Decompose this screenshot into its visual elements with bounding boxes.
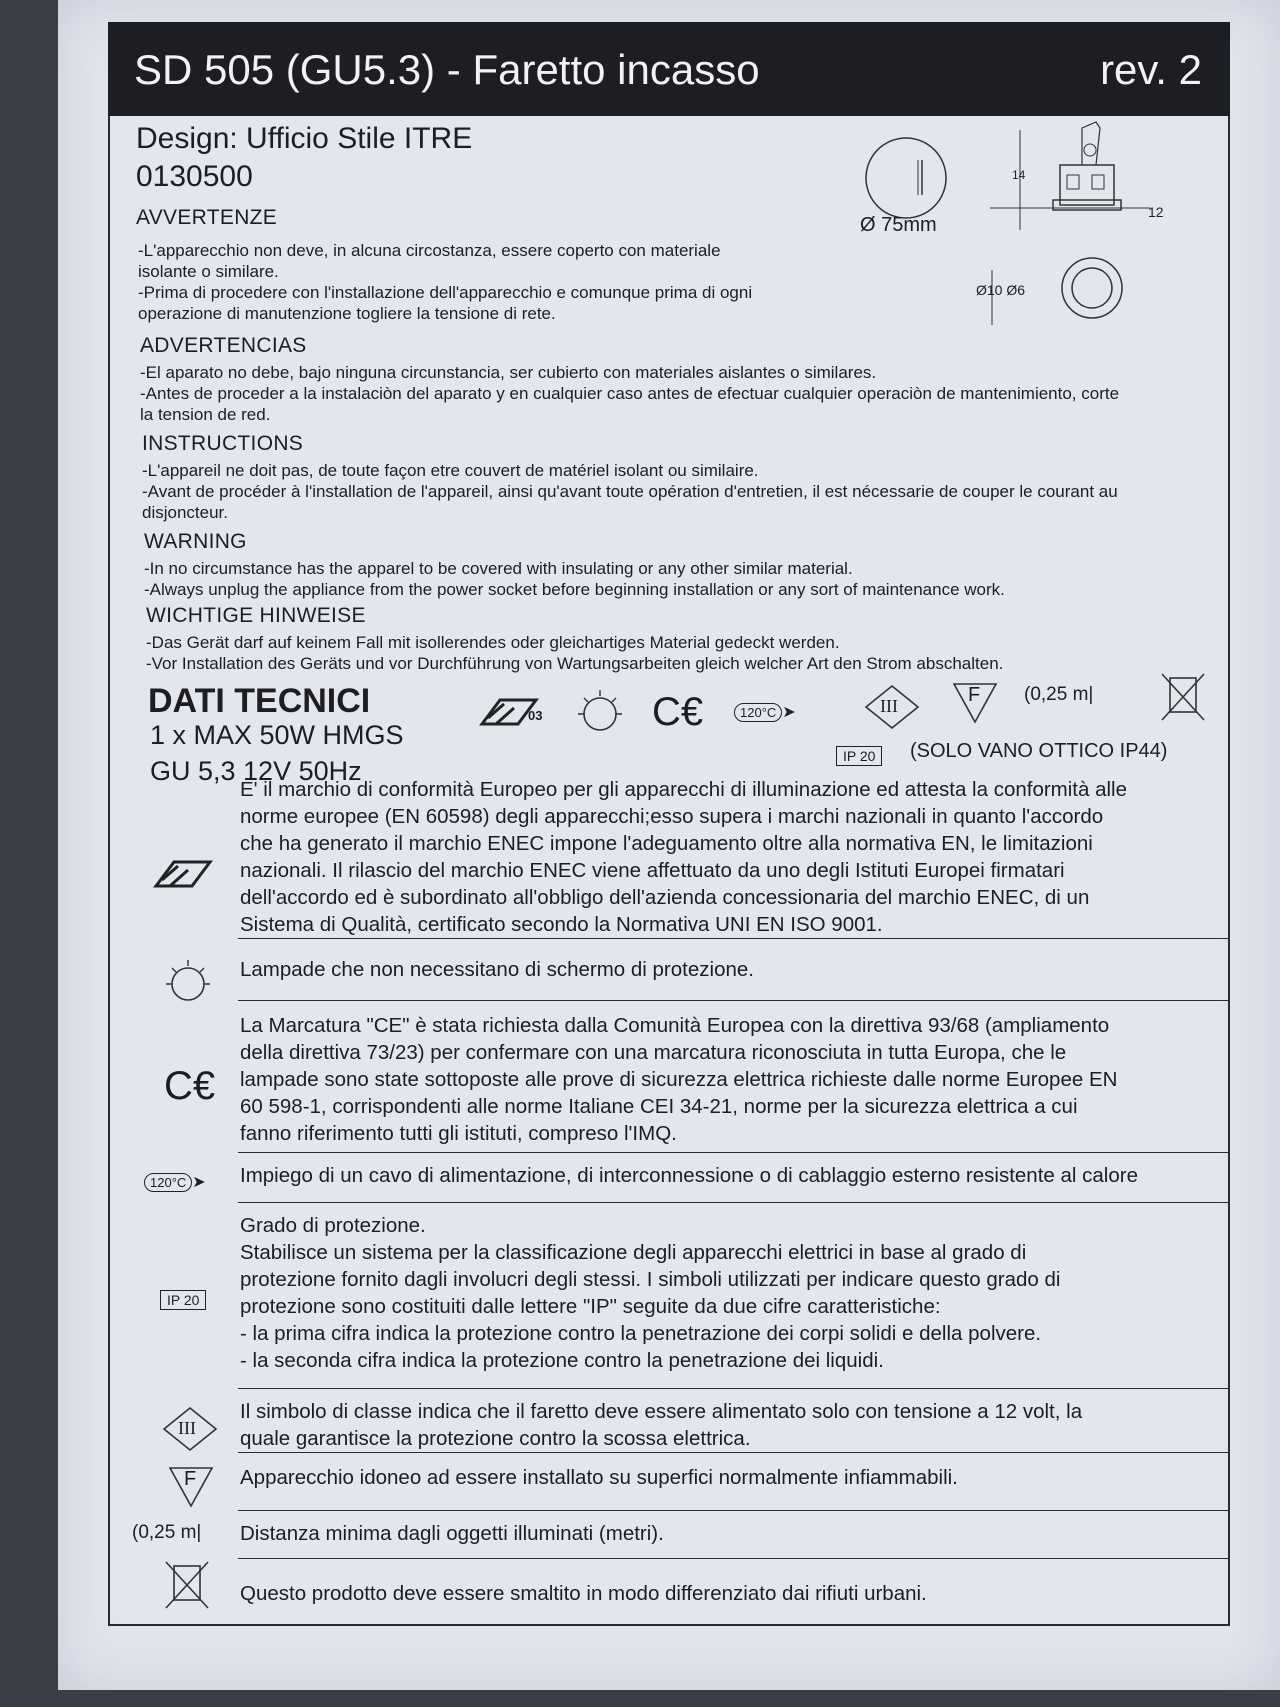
flammable-surface-icon: F bbox=[950, 680, 1000, 731]
legend-weee-text: Questo prodotto deve essere smaltito in modo differenziato dai rifiuti urbani. bbox=[240, 1582, 927, 1605]
legend-distance-text: Distanza minima dagli oggetti illuminati (metri). bbox=[240, 1522, 664, 1545]
ip-note: (SOLO VANO OTTICO IP44) bbox=[910, 740, 1168, 762]
document-title: SD 505 (GU5.3) - Faretto incasso bbox=[134, 46, 760, 93]
legend-weee-icon bbox=[160, 1556, 214, 1617]
legend-flammable-text: Apparecchio idoneo ad essere installato su superfici normalmente infiammabili. bbox=[240, 1466, 958, 1489]
legend-enec-icon bbox=[152, 856, 222, 903]
legend-distance-icon: (0,25 m| bbox=[132, 1522, 202, 1543]
warning-body-es: -El aparato no debe, bajo ninguna circunstancia, ser cubierto con materiales aislantes o similares. -Antes de proceder a la instalaciòn del aparato y en cualquier caso antes de efectuar cualquier operaciòn de mantenimiento, corte la tension de red. bbox=[140, 363, 1120, 424]
legend-divider bbox=[238, 1510, 1230, 1511]
legend-divider bbox=[238, 1452, 1230, 1453]
warning-heading-it: AVVERTENZE bbox=[136, 206, 278, 229]
lamp-no-shield-icon bbox=[570, 684, 630, 745]
heat-cable-icon: 120°C ➤ bbox=[734, 702, 796, 722]
legend-class-three-text: Il simbolo di classe indica che il faretto deve essere alimentato solo con tensione a 12 volt, la quale garantisce la protezione contro la scossa elettrica. bbox=[240, 1400, 1083, 1450]
enec-number: 03 bbox=[528, 708, 543, 723]
legend-divider bbox=[238, 1388, 1230, 1389]
warning-heading-fr: INSTRUCTIONS bbox=[142, 432, 304, 455]
legend-class-three-icon: III bbox=[160, 1404, 220, 1459]
warning-body-de: -Das Gerät darf auf keinem Fall mit isollerendes oder gleichartiges Material gedeckt werden. -Vor Installation des Geräts und vor Durchführung von Wartungsarbeiten gleich welcher Art den Strom abschalten. bbox=[146, 633, 1004, 673]
warning-heading-es: ADVERTENCIAS bbox=[140, 334, 307, 357]
class-three-icon: III bbox=[862, 682, 922, 737]
supply-spec: GU 5,3 12V 50Hz bbox=[150, 756, 362, 786]
legend-divider bbox=[238, 1558, 1230, 1559]
warning-body-en: -In no circumstance has the apparel to be covered with insulating or any other similar material. -Always unplug the appliance from the power socket before beginning installation or any sort of maintenance work. bbox=[144, 559, 1005, 599]
depth-label: 12 bbox=[1148, 204, 1164, 220]
legend-divider bbox=[238, 1000, 1230, 1001]
legend-heat-cable-icon: 120°C ➤ bbox=[144, 1172, 206, 1192]
legend-ip-text: Grado di protezione. Stabilisce un sistema per la classificazione degli apparecchi elettrici in base al grado di protezione fornito dagli involucri degli stessi. I simboli utilizzati per indicare questo grado di protezione sono costituiti dalle lettere "IP" seguite da due cifre caratteristiche: - la prima cifra indica la protezione contro la penetrazione dei corpi solidi e della polvere. - la seconda cifra indica la protezione contro la penetrazione dei liquidi. bbox=[240, 1214, 1061, 1372]
revision-label: rev. 2 bbox=[1100, 46, 1202, 93]
legend-lamp-icon bbox=[158, 954, 218, 1015]
title-bar bbox=[108, 22, 1230, 116]
legend-divider bbox=[238, 938, 1230, 939]
legend-heat-cable-text: Impiego di un cavo di alimentazione, di interconnessione o di cablaggio esterno resistente al calore bbox=[240, 1164, 1138, 1187]
tech-heading: DATI TECNICI bbox=[148, 682, 371, 720]
legend-divider bbox=[238, 1152, 1230, 1153]
ip-badge: IP 20 bbox=[836, 746, 882, 766]
ce-mark-icon: C€ bbox=[652, 690, 704, 734]
warning-body-it: -L'apparecchio non deve, in alcuna circostanza, essere coperto con materiale isolante o similare. -Prima di procedere con l'installazione dell'apparecchio e comunque prima di ogni operazione di manutenzione togliere la tensione di rete. bbox=[138, 241, 753, 323]
legend-ip-icon: IP 20 bbox=[160, 1290, 206, 1310]
warning-body-fr: -L'appareil ne doit pas, de toute façon etre couvert de matériel isolant ou similaire. -Avant de procéder à l'installation de l'appareil, ainsi qu'avant toute opération d'entretien, il est nécessarie de couper le courant au disjoncteur. bbox=[142, 461, 1118, 522]
min-distance-icon: (0,25 m| bbox=[1024, 684, 1094, 705]
legend-lamp-text: Lampade che non necessitano di schermo di protezione. bbox=[240, 958, 754, 981]
product-code: 0130500 bbox=[136, 160, 253, 193]
diameter-label: Ø 75mm bbox=[860, 214, 937, 236]
warning-heading-de: WICHTIGE HINWEISE bbox=[146, 604, 366, 627]
legend-flammable-icon: F bbox=[166, 1464, 216, 1515]
legend-ce-text: La Marcatura "CE" è stata richiesta dalla Comunità Europea con la direttiva 93/68 (ampliamento della direttiva 73/23) per confermare con una marcatura riconosciuta in tutta Europa, che le lampade sono state sottoposte alle prove di sicurezza elettrica richieste dalle norme Europee EN 60 598-1, corrispondenti alle norme Italiane CEI 34-21, norme per la sicurezza elettrica a cui fanno riferimento tutti gli istituti, compreso l'IMQ. bbox=[240, 1014, 1118, 1145]
height-label: 14 bbox=[1012, 168, 1026, 182]
weee-bin-icon bbox=[1156, 668, 1210, 729]
legend-enec-text: E' il marchio di conformità Europeo per gli apparecchi di illuminazione ed attesta la conformità alle norme europee (EN 60598) degli apparecchi;esso supera i marchi nazionali in quanto l'accordo che ha generato il marchio ENEC impone l'adeguamento oltre alla normativa EN, le limitazioni nazionali. Il rilascio del marchio ENEC viene affettuato da uno degli Istituti Europei firmatari dell'accordo ed è subordinato all'obbligo dell'azienda concessionaria del marchio ENEC, di un Sistema di Qualità, certificato secondo la Normativa UNI EN ISO 9001. bbox=[240, 778, 1128, 936]
lamp-spec: 1 x MAX 50W HMGS bbox=[150, 720, 404, 750]
hole-label: Ø10 Ø6 bbox=[976, 282, 1026, 298]
legend-ce-icon: C€ bbox=[164, 1064, 216, 1108]
warning-heading-en: WARNING bbox=[144, 530, 247, 553]
legend-divider bbox=[238, 1202, 1230, 1203]
design-line: Design: Ufficio Stile ITRE bbox=[136, 122, 473, 155]
